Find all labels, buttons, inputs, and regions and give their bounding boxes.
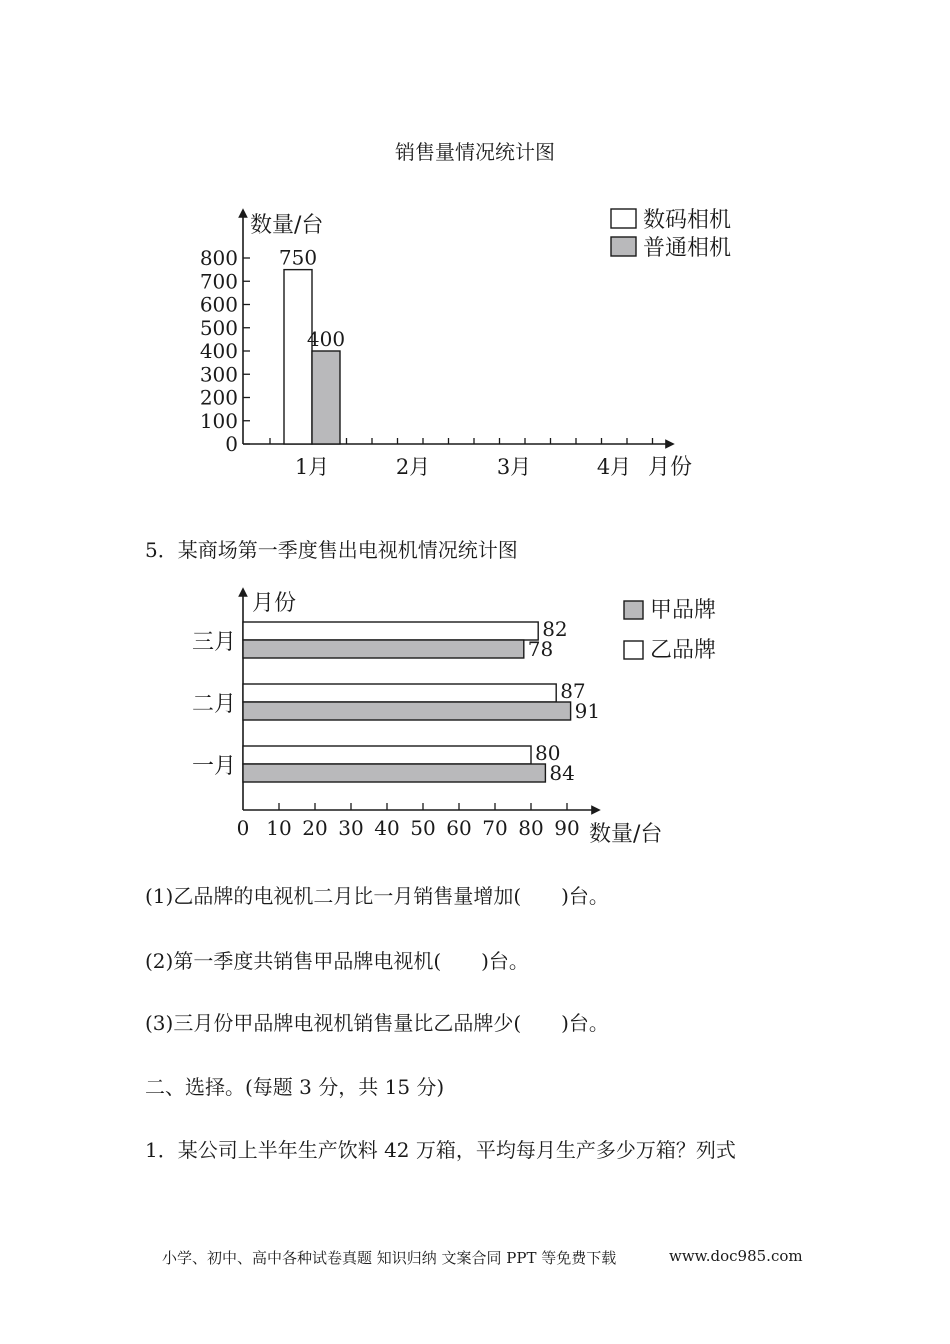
chart2-category-label: 二月 — [191, 692, 236, 717]
section2-question-1: 1．某公司上半年生产饮料 42 万箱，平均每月生产多少万箱？列式 — [145, 1138, 736, 1162]
footer-link[interactable]: www.doc985.com — [669, 1247, 803, 1265]
chart1-category-label: 2月 — [395, 455, 431, 479]
chart2-bar-yi — [243, 684, 556, 702]
chart1-legend-swatch-normal — [611, 237, 636, 256]
chart2-legend-swatch-jia — [624, 601, 643, 619]
chart1-y-tick-label: 800 — [199, 246, 238, 270]
chart1-y-tick-label: 100 — [199, 408, 238, 433]
chart2-svg — [0, 580, 950, 860]
footer-left: 小学、初中、高中各种试卷真题 知识归纳 文案合同 PPT 等免费下载 — [162, 1249, 617, 1267]
chart2-category-label: 一月 — [191, 754, 236, 779]
question-3: (3)三月份甲品牌电视机销售量比乙品牌少( )台。 — [145, 1011, 609, 1035]
chart2-data-label-yi: 87 — [560, 679, 586, 703]
chart2-data-label-jia: 91 — [574, 699, 601, 723]
chart1-category-label: 1月 — [294, 455, 330, 479]
chart2-bar-jia — [243, 640, 524, 658]
chart2-x-tick-label: 90 — [554, 816, 580, 840]
chart1-y-tick-label: 200 — [199, 385, 238, 410]
chart2-x-tick-label: 40 — [374, 816, 400, 840]
chart1-y-tick-label: 400 — [199, 339, 238, 363]
chart1-y-tick-label: 500 — [199, 315, 238, 340]
section5-heading: 5．某商场第一季度售出电视机情况统计图 — [145, 538, 518, 562]
chart2-data-label-jia: 78 — [527, 637, 554, 661]
chart2-y-label: 月份 — [252, 591, 297, 616]
section2-heading: 二、选择。(每题 3 分，共 15 分) — [145, 1075, 445, 1099]
chart2-data-label-yi: 82 — [542, 617, 568, 641]
chart2-data-label-yi: 80 — [535, 741, 561, 765]
chart2-x-tick-label: 10 — [266, 816, 292, 840]
chart2-legend-jia: 甲品牌 — [650, 598, 717, 623]
chart1-legend-digital: 数码相机 — [643, 208, 732, 233]
chart1-y-tick-label: 600 — [199, 292, 238, 317]
question-2: (2)第一季度共销售甲品牌电视机( )台。 — [145, 949, 529, 973]
chart2-legend-swatch-yi — [624, 641, 643, 659]
chart1-bar-normal — [312, 351, 340, 444]
chart2-bar-jia — [243, 764, 545, 782]
chart2-category-label: 三月 — [191, 630, 236, 655]
chart2-bar-jia — [243, 702, 571, 720]
chart2-x-tick-label: 80 — [518, 816, 544, 840]
chart2-data-label-jia: 84 — [549, 761, 575, 785]
chart1-category-label: 4月 — [596, 455, 632, 479]
chart2-x-tick-label: 20 — [302, 816, 328, 840]
chart2-x-tick-label: 60 — [446, 816, 472, 840]
chart2-bar-yi — [243, 746, 531, 764]
chart1-bar-digital — [284, 270, 312, 444]
chart2-x-label: 数量/台 — [589, 822, 663, 847]
chart1-data-label: 400 — [306, 327, 346, 351]
chart1-y-tick-label: 300 — [199, 362, 238, 387]
chart1-svg — [0, 0, 950, 520]
chart1-title: 销售量情况统计图 — [395, 140, 555, 164]
chart1-data-label: 750 — [278, 245, 318, 270]
chart2-legend-yi: 乙品牌 — [650, 638, 717, 663]
chart1-y-tick-label: 0 — [225, 432, 238, 456]
chart1-category-label: 3月 — [496, 455, 532, 479]
question-1: (1)乙品牌的电视机二月比一月销售量增加( )台。 — [145, 884, 609, 908]
chart2-x-tick-label: 50 — [410, 816, 436, 840]
chart1-legend-swatch-digital — [611, 209, 636, 228]
chart2-x-tick-label: 70 — [482, 816, 508, 840]
chart2-bar-yi — [243, 622, 538, 640]
chart2-x-tick-label: 0 — [236, 816, 250, 840]
chart1-legend-normal: 普通相机 — [643, 236, 732, 261]
chart1-x-label: 月份 — [648, 455, 693, 480]
chart1-y-tick-label: 700 — [199, 269, 238, 294]
chart1-y-label: 数量/台 — [250, 213, 324, 238]
chart2-x-tick-label: 30 — [338, 816, 364, 840]
